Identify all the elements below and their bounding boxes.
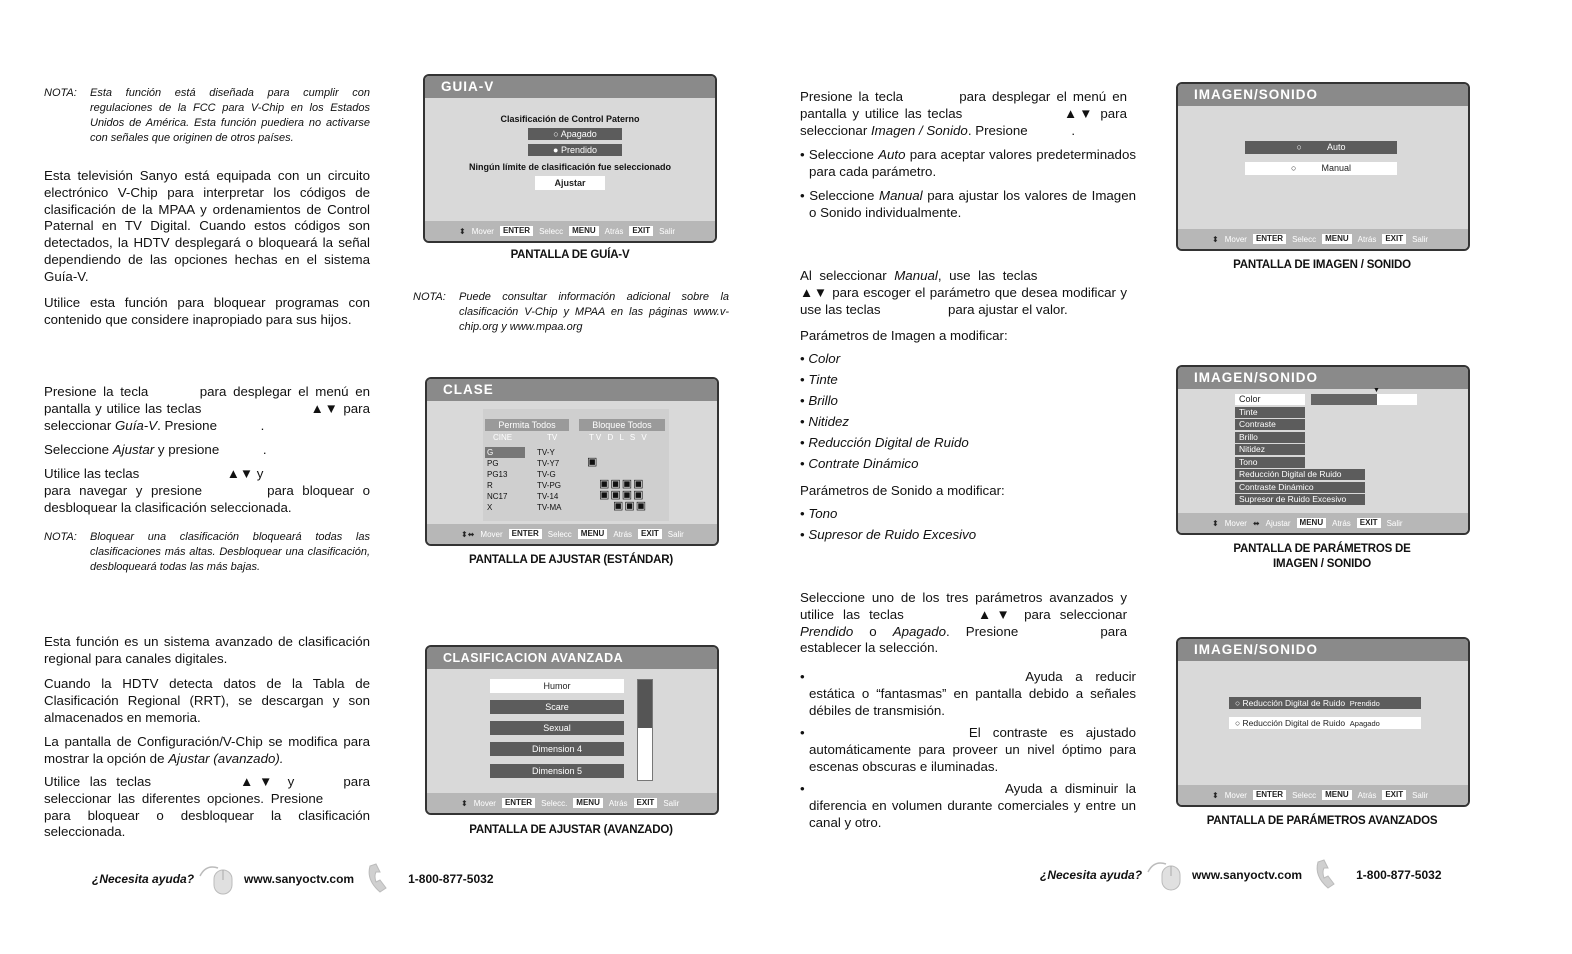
cine-item[interactable]: NC17: [487, 492, 508, 501]
tv-item[interactable]: TV-PG: [537, 481, 562, 490]
move-icon: ⬍: [459, 226, 466, 236]
lock-icon[interactable]: ▣: [587, 456, 599, 468]
header-flags: TV D L S V: [589, 433, 649, 442]
move-icon: ⬍: [1212, 790, 1219, 800]
screen-imagen-sonido: [1176, 82, 1470, 251]
move-icon: ⬍: [1212, 518, 1219, 528]
mouse-icon: [198, 862, 238, 896]
radio-icon: ○: [1291, 163, 1297, 173]
phone-icon: [364, 862, 404, 896]
cine-item[interactable]: R: [487, 481, 493, 490]
guia-heading: Clasificación de Control Paterno: [500, 114, 640, 124]
cine-list: [485, 447, 525, 513]
help-question: ¿Necesita ayuda?: [1040, 868, 1143, 882]
help-footer-left: [92, 862, 494, 896]
nota-fcc: [44, 86, 370, 146]
help-question: ¿Necesita ayuda?: [92, 872, 195, 886]
guia-message: Ningún límite de clasificación fue seleccionado: [468, 162, 672, 172]
paragraph-rrt: Cuando la HDTV detecta datos de la Tabla de Clasificación Regional (RRT), se descargan y son almacenados en memoria.: [44, 676, 370, 725]
list-item: • Tinte: [800, 372, 838, 387]
help-website[interactable]: www.sanyoctv.com: [1192, 868, 1303, 882]
scrollbar-thumb[interactable]: [638, 680, 652, 728]
paragraph-bloquear: Utilice esta función para bloquear programas con contenido que considere inapropiado para sus hijos.: [44, 295, 370, 327]
imagen-params-heading: Parámetros de Imagen a modificar:: [800, 328, 1008, 343]
tv-item[interactable]: TV-G: [537, 470, 556, 479]
nota-text: Esta función está diseñada para cumplir con regulaciones de la FCC para V-Chip en los Estados Unidos de América. Esta función puediera no activarse con señales que originen de otros países.: [90, 87, 370, 144]
screen-title: IMAGEN/SONIDO: [1178, 639, 1468, 661]
move-icon: ⬍: [461, 798, 468, 808]
screen-footer: ⬍⬌ Mover ENTER Selecc MENU Atrás EXIT Salir: [427, 524, 717, 544]
color-slider[interactable]: [1311, 394, 1417, 405]
bullet-manual: • Seleccione Manual para ajustar los valores de Imagen o Sonido individualmente.: [800, 188, 1136, 220]
adjust-icon: ⬌: [1252, 518, 1260, 528]
paragraph-config: La pantalla de Configuración/V-Chip se modifica para mostrar la opción de Ajustar (avanzado).: [44, 734, 370, 766]
header-cine: CINE: [493, 433, 513, 442]
screen-parametros-avanzados: [1176, 637, 1470, 807]
radio-icon: ○: [1235, 698, 1241, 708]
option-prendido[interactable]: ● Prendido: [528, 144, 622, 156]
tv-item[interactable]: TV-14: [537, 492, 559, 501]
param-item[interactable]: Reducción Digital de Ruido: [1235, 469, 1365, 480]
screen-footer: ⬍ Mover ENTER Selecc MENU Atrás EXIT Salir: [1178, 229, 1468, 249]
paragraph-imagen-instr: Presione la tecla para desplegar el menú en pantalla y utilice las teclas ▲▼ para seleccionar Imagen / Sonido. Presione .: [800, 89, 1127, 138]
move-icon: ⬍⬌: [461, 529, 475, 539]
param-item[interactable]: Tinte: [1235, 407, 1305, 418]
screen-title: CLASE: [427, 379, 717, 401]
list-item: • Tono: [800, 506, 838, 521]
param-item-color[interactable]: Color: [1235, 394, 1305, 405]
paragraph-opciones: Utilice las teclas ▲▼ y para seleccionar las diferentes opciones. Presione para bloquear o desbloquear la clasificación seleccionada.: [44, 774, 371, 840]
paragraph-avanzado: Esta función es un sistema avanzado de clasificación regional para canales digitales.: [44, 634, 370, 666]
help-phone[interactable]: 1-800-877-5032: [1356, 868, 1442, 882]
radio-selected-icon: ●: [553, 145, 559, 155]
slider-fill: [1311, 394, 1377, 405]
param-item[interactable]: Supresor de Ruido Excesivo: [1235, 494, 1365, 505]
lock-icon[interactable]: ▣▣▣▣: [599, 478, 645, 490]
help-phone[interactable]: 1-800-877-5032: [408, 872, 494, 886]
block-all-button[interactable]: Bloquee Todos: [579, 419, 665, 431]
cine-item[interactable]: G: [485, 447, 525, 458]
avanzada-item[interactable]: Humor: [490, 679, 624, 693]
lock-icon[interactable]: ▣▣▣▣: [599, 489, 645, 501]
paragraph-guia-instr: Presione la tecla para desplegar el menú en pantalla y utilice las teclas ▲▼ para seleccionar Guía-V. Presione .: [44, 384, 370, 433]
avanzada-item[interactable]: Dimension 4: [490, 742, 624, 756]
list-item: • Nitidez: [800, 414, 850, 429]
nota-label: NOTA:: [44, 531, 77, 543]
caption-imagen-sonido: PANTALLA DE IMAGEN / SONIDO: [1233, 259, 1411, 271]
avanzada-item[interactable]: Scare: [490, 700, 624, 714]
nota-vchip-info: [413, 290, 729, 335]
screen-footer: ⬍ Mover ENTER Selecc MENU Atrás EXIT Salir: [1178, 785, 1468, 805]
scrollbar[interactable]: [637, 679, 653, 781]
caption-clase: PANTALLA DE AJUSTAR (ESTÁNDAR): [469, 554, 673, 566]
param-item[interactable]: Contraste Dinámico: [1235, 482, 1365, 493]
help-footer-right: [1040, 858, 1442, 892]
nota-bloquear: [44, 530, 370, 575]
move-icon: ⬍: [1212, 234, 1219, 244]
slider-marker-icon: ▼: [1373, 387, 1380, 394]
screen-footer: ⬍ Mover ENTER Selecc. MENU Atrás EXIT Salir: [427, 793, 717, 813]
screen-footer: ⬍ Mover ENTER Selecc MENU Atrás EXIT Salir: [425, 221, 715, 241]
cine-item[interactable]: PG: [487, 459, 499, 468]
caption-parametros: PANTALLA DE PARÁMETROS DE IMAGEN / SONIDO: [1233, 543, 1411, 570]
paragraph-manual: Al seleccionar Manual, use las teclas ▲▼ para escoger el parámetro que desea modificar y use las teclas para ajustar el valor.: [800, 268, 1128, 317]
bullet-reduccion: • Ayuda a reducir estática o “fantasmas” en pantalla debido a señales débiles de transmisión.: [800, 669, 1136, 718]
paragraph-navegar: Utilice las teclas ▲▼ y para navegar y presione para bloquear o desbloquear la clasificación seleccionada.: [44, 466, 370, 515]
screen-clase: [425, 377, 719, 546]
option-apagado[interactable]: ○ Apagado: [528, 128, 622, 140]
mouse-icon: [1146, 858, 1186, 892]
ajustar-button[interactable]: Ajustar: [535, 176, 605, 190]
tv-item[interactable]: TV-Y: [537, 448, 555, 457]
param-item[interactable]: Tono: [1235, 457, 1305, 468]
radio-icon: ○: [1235, 718, 1241, 728]
bullet-auto: • Seleccione Auto para aceptar valores predeterminados para cada parámetro.: [800, 147, 1136, 179]
tv-item[interactable]: TV-MA: [537, 503, 562, 512]
allow-all-button[interactable]: Permita Todos: [485, 419, 569, 431]
param-item[interactable]: Brillo: [1235, 432, 1305, 443]
phone-icon: [1312, 858, 1352, 892]
screen-footer: ⬍ Mover ⬌ Ajustar MENU Atrás EXIT Salir: [1178, 513, 1468, 533]
list-item: • Supresor de Ruido Excesivo: [800, 527, 977, 542]
paragraph-avanzados: Seleccione uno de los tres parámetros avanzados y utilice las teclas ▲▼ para seleccionar Prendido o Apagado. Presione para establecer la selección.: [800, 590, 1128, 656]
list-item: • Contrate Dinámico: [800, 456, 919, 471]
lock-icon-grid: [587, 457, 647, 512]
nota-text: Puede consultar información adicional sobre la clasificación V-Chip y MPAA en las páginas www.v-chip.org y www.mpaa.org: [459, 291, 729, 333]
tv-list: [535, 447, 579, 513]
param-item[interactable]: Contraste: [1235, 419, 1305, 430]
screen-title: IMAGEN/SONIDO: [1178, 84, 1468, 106]
nota-label: NOTA:: [413, 291, 446, 303]
paragraph-ajustar: Seleccione Ajustar y presione .: [44, 442, 267, 457]
paragraph-vchip: Esta televisión Sanyo está equipada con un circuito electrónico V-Chip para interpretar los códigos de clasificación de la MPAA y ordenamientos de Control Paternal en TV Digital. Cuando estos códigos son detectados, la HDTV desplegará o bloqueará la señal dependiendo de las opciones hechas en el sistema Guía-V.: [44, 168, 370, 284]
bullet-contraste: • El contraste es ajustado automáticamente para proveer un nivel óptimo para escenas obscuras e iluminadas.: [800, 725, 1137, 774]
bullet-supresor: • Ayuda a disminuir la diferencia en volumen durante comerciales y entre un canal y otro.: [800, 781, 1136, 830]
list-item: • Color: [800, 351, 841, 366]
radio-icon: ○: [553, 129, 559, 139]
row-reduccion-apagado[interactable]: ○ Reducción Digital de Ruido Apagado: [1229, 717, 1421, 729]
screen-clasificacion-avanzada: [425, 645, 719, 815]
caption-parametros-avanzados: PANTALLA DE PARÁMETROS AVANZADOS: [1206, 815, 1438, 827]
option-auto[interactable]: ○ Auto: [1245, 141, 1397, 154]
sonido-params-heading: Parámetros de Sonido a modificar:: [800, 483, 1005, 498]
screen-title: IMAGEN/SONIDO: [1178, 367, 1468, 389]
caption-guia-v: PANTALLA DE GUÍA-V: [510, 249, 630, 261]
screen-title: CLASIFICACION AVANZADA: [427, 647, 717, 669]
help-website[interactable]: www.sanyoctv.com: [244, 872, 355, 886]
sonido-params-list: [800, 503, 976, 545]
tv-item[interactable]: TV-Y7: [537, 459, 560, 468]
screen-title: GUIA-V: [425, 76, 715, 98]
imagen-params-list: [800, 348, 969, 474]
param-list: [1235, 394, 1365, 505]
cine-item[interactable]: X: [487, 503, 493, 512]
param-item[interactable]: Nitidez: [1235, 444, 1305, 455]
cine-item[interactable]: PG13: [487, 470, 508, 479]
screen-guia-v: [423, 74, 717, 243]
caption-avanzado: PANTALLA DE AJUSTAR (AVANZADO): [469, 824, 673, 836]
list-item: • Reducción Digital de Ruido: [800, 435, 969, 450]
option-manual[interactable]: ○ Manual: [1245, 162, 1397, 175]
avanzada-item[interactable]: Dimension 5: [490, 764, 624, 778]
radio-icon: ○: [1296, 142, 1302, 152]
screen-parametros: [1176, 365, 1470, 535]
lock-icon[interactable]: ▣▣▣: [613, 500, 648, 512]
list-item: • Brillo: [800, 393, 838, 408]
nota-label: NOTA:: [44, 87, 77, 99]
header-tv: TV: [547, 433, 558, 442]
avanzada-item[interactable]: Sexual: [490, 721, 624, 735]
nota-text: Bloquear una clasificación bloqueará todas las clasificaciones más altas. Desbloquear una clasificación, desbloqueará todas las más bajas.: [90, 531, 370, 573]
row-reduccion-prendido[interactable]: ○ Reducción Digital de Ruido Prendido: [1229, 697, 1421, 709]
